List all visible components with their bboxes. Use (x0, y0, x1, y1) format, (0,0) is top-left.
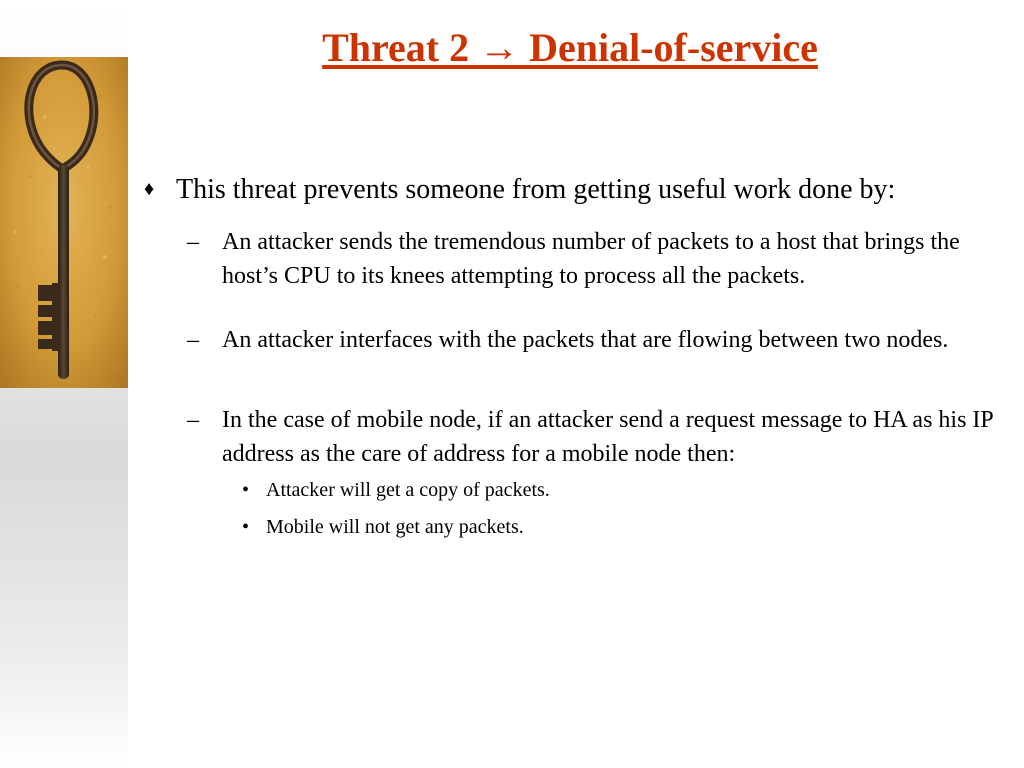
main-bullet-text: This threat prevents someone from getting useful work done by: (176, 174, 896, 205)
nested-bullet-point (140, 514, 1010, 540)
sub-bullet-text: An attacker sends the tremendous number of packets to a host that brings the host’s CPU to its knees attempting to process all the packets. (222, 229, 960, 289)
dot-bullet-icon: • (242, 479, 250, 501)
sub-bullet-point (140, 225, 1010, 293)
nested-bullet-text: Mobile will not get any packets. (266, 516, 524, 538)
sub-bullet-point (140, 323, 1010, 357)
dash-bullet-icon: – (187, 407, 199, 433)
slide-content (140, 172, 1010, 540)
nested-bullet-point (140, 477, 1010, 503)
sub-bullet-text: In the case of mobile node, if an attacker send a request message to HA as his IP address as the care of address for a mobile node then: (222, 407, 993, 467)
dash-bullet-icon: – (187, 229, 199, 255)
main-bullet-point (140, 172, 1010, 207)
sub-bullet-text: An attacker interfaces with the packets that are flowing between two nodes. (222, 327, 949, 353)
slide-title: Threat 2 → Denial-of-service (322, 25, 818, 70)
dot-bullet-icon: • (242, 516, 250, 538)
diamond-bullet-icon: ♦ (144, 178, 155, 200)
sub-bullet-point (140, 403, 1010, 471)
antique-key-on-sand-icon (0, 57, 128, 388)
nested-bullet-text: Attacker will get a copy of packets. (266, 479, 550, 501)
dash-bullet-icon: – (187, 327, 199, 353)
